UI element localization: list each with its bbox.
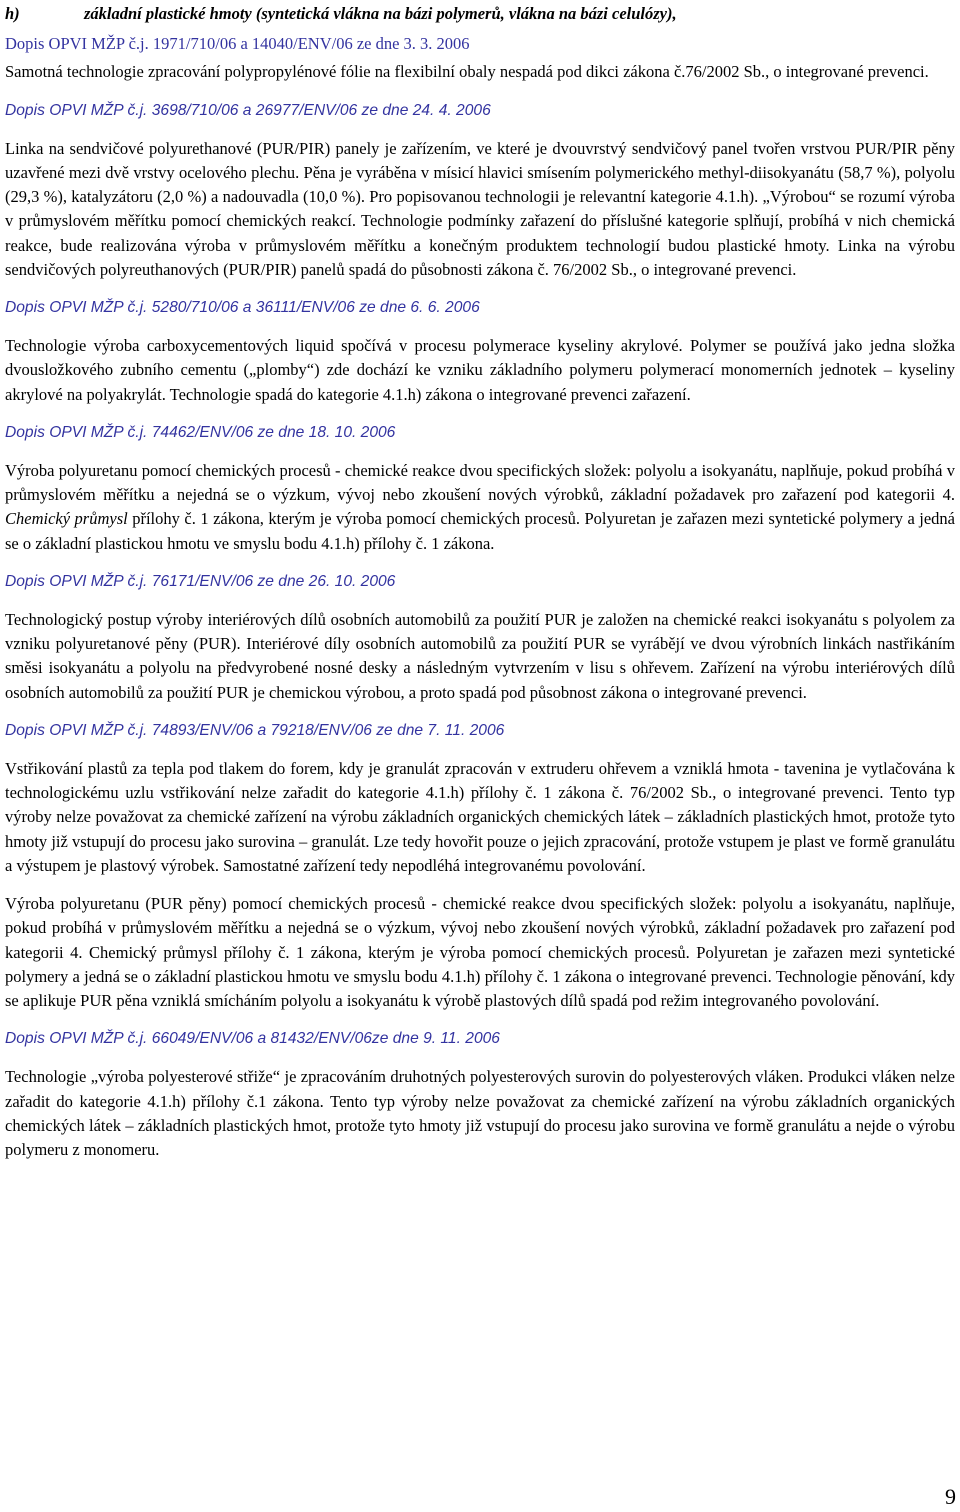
- letter-reference: Dopis OPVI MŽP č.j. 74462/ENV/06 ze dne 18. 10. 2006: [5, 423, 396, 441]
- letter-reference: Dopis OPVI MŽP č.j. 76171/ENV/06 ze dne 26. 10. 2006: [5, 572, 396, 590]
- paragraph: Samotná technologie zpracování polypropylénové fólie na flexibilní obaly nespadá pod dikci zákona č.76/2002 Sb., o integrované prevenci.: [5, 62, 929, 82]
- paragraph: Linka na sendvičové polyurethanové (PUR/PIR) panely je zařízením, ve které je dvouvrstvý sendvičový panel tvořen vrstvou PUR/PIR pěny uzavřené mezi dvě vrstvy ocelového plechu. Pěna je vyráběna v mísicí hlavici smísením polymerického methyl-diisokyanátu (58,7 %), polyolu (29,3 %), katalyzátoru (2,0 %) a nadouvadla (10,0 %). Pro popisovanou technologii je relevantní kategorie 4.1.h). „Výrobou“ se rozumí výroba v průmyslovém měřítku pomocí chemických reakcí. Technologie podmínky zařazení do příslušné kategorie splňují, probíhá v nich chemická reakce, bude realizována výroba v průmyslovém měřítku a konečným produktem technologií budou plastické hmoty. Linka na výrobu sendvičových polyreuthanových (PUR/PIR) panelů spadá do působnosti zákona č. 76/2002 Sb., o integrované prevenci.: [5, 138, 955, 279]
- letter-reference: Dopis OPVI MŽP č.j. 66049/ENV/06 a 81432/ENV/06ze dne 9. 11. 2006: [5, 1030, 500, 1048]
- document-page: [5, 0, 955, 1162]
- paragraph: Technologie „výroba polyesterové střiže“ je zpracováním druhotných polyesterových surovin do polyesterových vláken. Produkci vláken nelze zařadit do kategorie 4.1.h) přílohy č.1 zákona. Tento typ výroby nelze považovat za chemické zařízení na výrobu základních organických chemických látek – základních plastických hmot, protože tyto hmoty již vstupují do procesu jako surovina ve formě granulátu a nejde o výrobu polymeru z monomeru.: [5, 1067, 955, 1159]
- page-number: 9: [945, 1484, 956, 1509]
- heading-marker: h): [5, 4, 20, 23]
- paragraph: [5, 459, 955, 556]
- letter-reference: Dopis OPVI MŽP č.j. 1971/710/06 a 14040/ENV/06 ze dne 3. 3. 2006: [5, 34, 470, 54]
- paragraph-text: Výroba polyuretanu pomocí chemických procesů - chemické reakce dvou specifických složek: polyolu a isokyanátu, naplňuje, pokud probíhá v průmyslovém měřítku a nejedná se o výzkum, vývoj nebo zkoušení nových výrobků, základní požadavek pro zařazení pod kategorii 4.: [5, 461, 955, 505]
- section-heading: [5, 2, 955, 26]
- letter-reference: Dopis OPVI MŽP č.j. 74893/ENV/06 a 79218/ENV/06 ze dne 7. 11. 2006: [5, 721, 505, 739]
- emphasis-text: Chemický průmysl: [5, 509, 128, 529]
- paragraph: Výroba polyuretanu (PUR pěny) pomocí chemických procesů - chemické reakce dvou specifických složek: polyolu a isokyanátu, naplňuje, pokud probíhá v průmyslovém měřítku a nejedná se o výzkum, vývoj nebo zkoušení nových výrobků, základní požadavek pro zařazení pod kategorii 4. Chemický průmysl přílohy č. 1 zákona, kterým je výroba pomocí chemických procesů. Polyuretan je zařazen mezi syntetické polymery a jedná se o základní plastickou hmotu ve smyslu bodu 4.1.h) přílohy č. 1 zákona o integrované prevenci. Technologie pěnování, kdy se aplikuje PUR pěna vzniklá smícháním polyolu a isokyanátu k výrobě plastových dílů spadá pod režim integrovaného povolování.: [5, 894, 955, 1010]
- heading-text: základní plastické hmoty (syntetická vlákna na bázi polymerů, vlákna na bázi celulózy),: [84, 4, 677, 23]
- paragraph: Vstřikování plastů za tepla pod tlakem do forem, kdy je granulát zpracován v extruderu ohřevem a vzniklá hmota - tavenina je vytlačována k technologickému uzlu vstřikování nelze zařadit do kategorie 4.1.h) přílohy č. 1 zákona č. 76/2002 Sb., o integrované prevenci. Tento typ výroby nelze považovat za chemické zařízení na výrobu základních organických chemických látek – základních plastických hmot, protože tyto hmoty již vstupují do procesu jako surovina – granulát. Lze tedy hovořit pouze o jejich zpracování, protože vstupem je plast ve formě granulátu a výstupem je plastový výrobek. Samostatné zařízení tedy nepodléhá integrovanému povolování.: [5, 759, 955, 875]
- letter-reference: Dopis OPVI MŽP č.j. 3698/710/06 a 26977/ENV/06 ze dne 24. 4. 2006: [5, 101, 491, 119]
- paragraph: Technologie výroba carboxycementových liquid spočívá v procesu polymerace kyseliny akrylové. Polymer se používá jako jedna složka dvousložkového zubního cementu („plomby“) zde dochází ke vzniku základního polymeru polymerací monomerních jednotek – kyseliny akrylové na polyakrylát. Technologie spadá do kategorie 4.1.h) zákona o integrované prevenci zařazení.: [5, 336, 955, 404]
- letter-reference: Dopis OPVI MŽP č.j. 5280/710/06 a 36111/ENV/06 ze dne 6. 6. 2006: [5, 299, 480, 317]
- paragraph: Technologický postup výroby interiérových dílů osobních automobilů za použití PUR je založen na chemické reakci isokyanátu s polyolem za vzniku polyuretanové pěny (PUR). Interiérové díly osobních automobilů za použití PUR se vyrábějí ve dvou výrobních linkách nastřikáním směsi isokyanátu a polyolu na předvyrobené nosné desky a následným vytvrzením v lisu s ohřevem. Zařízení na výrobu interiérových dílů osobních automobilů za použití PUR je chemickou výrobou, a proto spadá pod působnost zákona o integrované prevenci.: [5, 610, 955, 702]
- paragraph-text: přílohy č. 1 zákona, kterým je výroba pomocí chemických procesů. Polyuretan je zařazen mezi syntetické polymery a jedná se o základní plastickou hmotu ve smyslu bodu 4.1.h) přílohy č. 1 zákona.: [5, 509, 955, 553]
